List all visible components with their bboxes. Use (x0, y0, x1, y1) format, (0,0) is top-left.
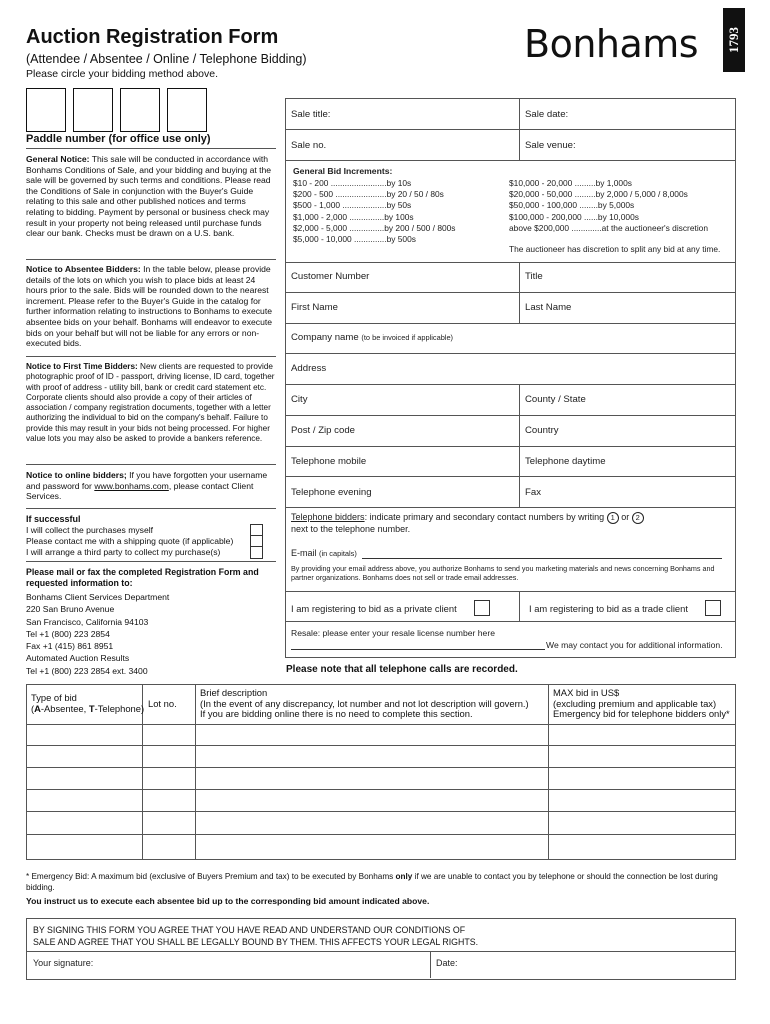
successful-options (26, 525, 266, 558)
or-text: or (621, 512, 630, 522)
email-note: (in capitals) (319, 549, 357, 558)
telephone-code: T (88, 702, 95, 714)
company-name-label: Company name (291, 332, 359, 343)
private-client-checkbox[interactable] (474, 600, 490, 616)
contact-line: Bonhams Client Services Department (26, 592, 170, 602)
divider (519, 384, 520, 507)
telephone-text: -Telephone) (94, 702, 145, 714)
paddle-box-3[interactable] (120, 88, 160, 132)
general-notice (26, 154, 276, 239)
table-row[interactable] (26, 789, 735, 790)
divider (285, 384, 735, 385)
divider (285, 415, 735, 416)
circle-instruction: Please circle your bidding method above. (26, 68, 219, 80)
address-field[interactable]: Address (291, 363, 327, 374)
increments-left (293, 178, 456, 245)
sale-venue-field[interactable]: Sale venue: (525, 140, 576, 151)
increment-row: $10 - 200 ........................by 10s (293, 178, 412, 188)
circle-one-icon: 1 (607, 512, 619, 524)
online-notice-text: If you have forgotten your username and password for (26, 470, 268, 491)
paddle-label: Paddle number (for office use only) (26, 133, 211, 145)
divider (430, 951, 431, 978)
increment-row: above $200,000 .............at the auctioneer's discretion (509, 222, 709, 233)
increment-row: $5,000 - 10,000 ..............by 500s (293, 234, 416, 245)
description-header (200, 688, 545, 720)
bidding-methods: (Attendee / Absentee / Online / Telephone Bidding) (26, 52, 307, 66)
divider (26, 259, 276, 260)
date-field[interactable]: Date: (436, 958, 458, 968)
email-line[interactable] (362, 558, 722, 559)
mail-fax-title: Please mail or fax the completed Registration Form and requested information to: (26, 567, 259, 588)
contact-address (26, 591, 169, 677)
increments-title: General Bid Increments: (293, 166, 393, 176)
first-name-field[interactable]: First Name (291, 302, 338, 313)
paren-open: ( (31, 702, 35, 714)
increment-row: $500 - 1,000 ...................by 50s (293, 200, 412, 211)
form-title: Auction Registration Form (26, 26, 279, 48)
auctioneer-discretion-note: The auctioneer has discretion to split any bid at any time. (509, 244, 721, 254)
agreement-text (33, 925, 478, 948)
absentee-text: -Absentee, (40, 702, 89, 714)
sale-date-field[interactable]: Sale date: (525, 109, 569, 120)
divider (285, 262, 735, 263)
footnote-text: * Emergency Bid: A maximum bid (exclusive of Buyers Premium and tax) to be executed by Bonhams (26, 872, 396, 881)
max-bid-header (553, 688, 733, 720)
divider (26, 561, 276, 562)
contact-line: San Francisco, California 94103 (26, 616, 149, 627)
option-shipping-quote: Please contact me with a shipping quote (if applicable) (26, 536, 234, 546)
email-field[interactable] (291, 548, 357, 558)
table-row[interactable] (26, 724, 735, 725)
divider (285, 160, 735, 161)
absentee-code: A (34, 702, 41, 714)
increment-row: $20,000 - 50,000 .........by 2,000 / 5,000 / 8,000s (509, 189, 688, 200)
divider (195, 684, 196, 859)
absentee-notice (26, 264, 276, 349)
divider (26, 464, 276, 465)
telephone-bidders-text: : indicate primary and secondary contact numbers by writing (364, 512, 605, 522)
divider (285, 292, 735, 293)
increment-row: $200 - 500 ......................by 20 / 50 / 80s (293, 189, 444, 200)
description-note: (In the event of any discrepancy, lot number and not lot description will govern.) (200, 697, 529, 709)
company-name-field[interactable] (291, 332, 453, 343)
telephone-bidders-label: Telephone bidders (291, 512, 365, 522)
general-notice-text: This sale will be conducted in accordance with Bonhams Conditions of Sale, and your bidding and buying at the sale will be governed by such terms and conditions. Please read the Conditions of Sale in conjunction with the Buyer's Guide relating to this sale and other published notices and terms relating to bidding. Payment by personal or business check may result in your property not being released until purchase funds clear our bank. Checks must be drawn on a U.S. bank. (26, 154, 272, 239)
divider (285, 621, 735, 622)
divider (285, 446, 735, 447)
online-notice-title: Notice to online bidders; (26, 470, 127, 480)
online-notice (26, 470, 276, 502)
absentee-notice-title: Notice to Absentee Bidders: (26, 264, 141, 274)
company-name-note: (to be invoiced if applicable) (361, 333, 454, 342)
third-party-checkbox[interactable] (250, 546, 263, 559)
online-notice-text-2: , please contact Client Services. (26, 480, 254, 502)
footnote-text-2: if we are unable to contact you by telephone or should the connection be lost during bidding. (26, 872, 718, 892)
divider (26, 951, 735, 952)
agreement-line-2: SALE AND AGREE THAT YOU SHALL BE LEGALLY BOUND BY THEM. THIS AFFECTS YOUR LEGAL RIGHTS. (33, 936, 479, 947)
increment-row: $1,000 - 2,000 ...............by 100s (293, 211, 414, 222)
telephone-bidders-text-2: next to the telephone number. (291, 524, 411, 534)
divider (26, 356, 276, 357)
contact-line: Fax +1 (415) 861 8951 (26, 641, 114, 652)
absentee-notice-text: In the table below, please provide details of the lots on which you wish to place bids at least 24 hours prior to the sale. Bids will be rounded down to the nearest increment. Please refer to the Buyer's Guide in the catalog for further information relating to instructions to Bonhams to execute absentee bids on your behalf. Bonhams will endeavor to execute bids on your behalf but will not be liable for any errors or non-executed bids. (26, 264, 273, 349)
fax-field[interactable]: Fax (525, 487, 541, 498)
type-of-bid-header (31, 693, 144, 714)
paddle-box-1[interactable] (26, 88, 66, 132)
county-state-field[interactable]: County / State (525, 394, 586, 405)
divider (26, 148, 276, 149)
divider (519, 591, 520, 621)
telephone-daytime-field[interactable]: Telephone daytime (525, 456, 606, 467)
max-bid-emergency: Emergency bid for telephone bidders only* (553, 708, 730, 719)
description-online-note: If you are bidding online there is no need to complete this section. (200, 708, 473, 719)
trade-client-label: I am registering to bid as a trade client (529, 603, 688, 614)
first-time-notice-text: New clients are requested to provide photographic proof of ID - passport, driving license, ID card, together with proof of address - utility bill, bank or credit card statement etc. Corporate clients should also provide a copy of their articles of association / company registration documents, together with a letter authorizing the individual to bid on the company's behalf. Failure to provide this may result in your bids not being processed. For higher value lots you may also be asked to provide a bankers reference. (26, 362, 275, 444)
table-row[interactable] (26, 767, 735, 768)
table-row[interactable] (26, 811, 735, 812)
email-disclaimer: By providing your email address above, you authorize Bonhams to send you marketing materials and news concerning Bonhams and partner organizations. Bonhams does not sell or trade email addresses. (291, 564, 715, 583)
divider (285, 591, 735, 592)
contact-line: Automated Auction Results (26, 653, 130, 664)
option-third-party: I will arrange a third party to collect my purchase(s) (26, 547, 221, 557)
paddle-box-2[interactable] (73, 88, 113, 132)
increment-row: $100,000 - 200,000 ......by 10,000s (509, 211, 639, 222)
max-bid-note: (excluding premium and applicable tax) (553, 697, 717, 709)
divider (519, 262, 520, 323)
table-row[interactable] (26, 745, 735, 746)
sale-title-field[interactable]: Sale title: (291, 109, 331, 120)
increments-right (509, 178, 708, 234)
city-field[interactable]: City (291, 394, 308, 405)
table-row[interactable] (26, 834, 735, 835)
divider (548, 684, 549, 859)
post-zip-field[interactable]: Post / Zip code (291, 425, 355, 436)
increment-row: $10,000 - 20,000 .........by 1,000s (509, 178, 632, 188)
divider (285, 507, 735, 508)
title-field[interactable]: Title (525, 271, 543, 282)
signature-field[interactable]: Your signature: (33, 958, 94, 968)
agreement-line-1: BY SIGNING THIS FORM YOU AGREE THAT YOU HAVE READ AND UNDERSTAND OUR CONDITIONS OF (33, 925, 466, 935)
footnote-only: only (395, 872, 413, 881)
type-of-bid-title: Type of bid (31, 692, 77, 703)
contact-line: 220 San Bruno Avenue (26, 604, 115, 615)
last-name-field[interactable]: Last Name (525, 302, 572, 313)
brand-logo: Bonhams (524, 22, 699, 66)
option-collect-myself: I will collect the purchases myself (26, 525, 154, 535)
increment-row: $2,000 - 5,000 ...............by 200 / 500 / 800s (293, 222, 456, 233)
instruction-statement: You instruct us to execute each absentee bid up to the corresponding bid amount indicated above. (26, 896, 430, 906)
divider (285, 323, 735, 324)
divider (285, 129, 735, 130)
customer-number-field[interactable]: Customer Number (291, 271, 370, 282)
email-label: E-mail (291, 548, 317, 558)
divider (26, 508, 276, 509)
telephone-recorded-notice: Please note that all telephone calls are recorded. (286, 664, 518, 675)
emergency-bid-footnote (26, 872, 726, 893)
trade-client-checkbox[interactable] (705, 600, 721, 616)
divider (285, 476, 735, 477)
general-notice-title: General Notice: (26, 154, 90, 164)
telephone-mobile-field[interactable]: Telephone mobile (291, 456, 367, 467)
telephone-evening-field[interactable]: Telephone evening (291, 487, 372, 498)
increment-row: $50,000 - 100,000 ........by 5,000s (509, 200, 635, 211)
if-successful-title: If successful (26, 514, 81, 524)
first-time-notice (26, 362, 276, 444)
resale-line[interactable] (291, 649, 545, 650)
type-of-bid-legend (31, 704, 144, 715)
resale-note: We may contact you for additional information. (546, 640, 723, 650)
telephone-bidders-instruction (291, 512, 731, 535)
max-bid-title: MAX bid in US$ (553, 687, 620, 698)
description-title: Brief description (200, 687, 268, 698)
divider (285, 353, 735, 354)
contact-line: Tel +1 (800) 223 2854 (26, 628, 110, 639)
first-time-notice-title: Notice to First Time Bidders: (26, 362, 138, 371)
circle-two-icon: 2 (632, 512, 644, 524)
year-text: 1793 (726, 27, 741, 53)
contact-line: Tel +1 (800) 223 2854 ext. 3400 (26, 665, 148, 676)
private-client-label: I am registering to bid as a private client (291, 603, 457, 614)
paddle-box-4[interactable] (167, 88, 207, 132)
website-link[interactable]: www.bonhams.com (94, 480, 169, 491)
resale-label: Resale: please enter your resale license number here (291, 628, 495, 638)
country-field[interactable]: Country (525, 425, 559, 436)
sale-number-field[interactable]: Sale no. (291, 140, 327, 151)
lot-number-header: Lot no. (148, 698, 177, 709)
